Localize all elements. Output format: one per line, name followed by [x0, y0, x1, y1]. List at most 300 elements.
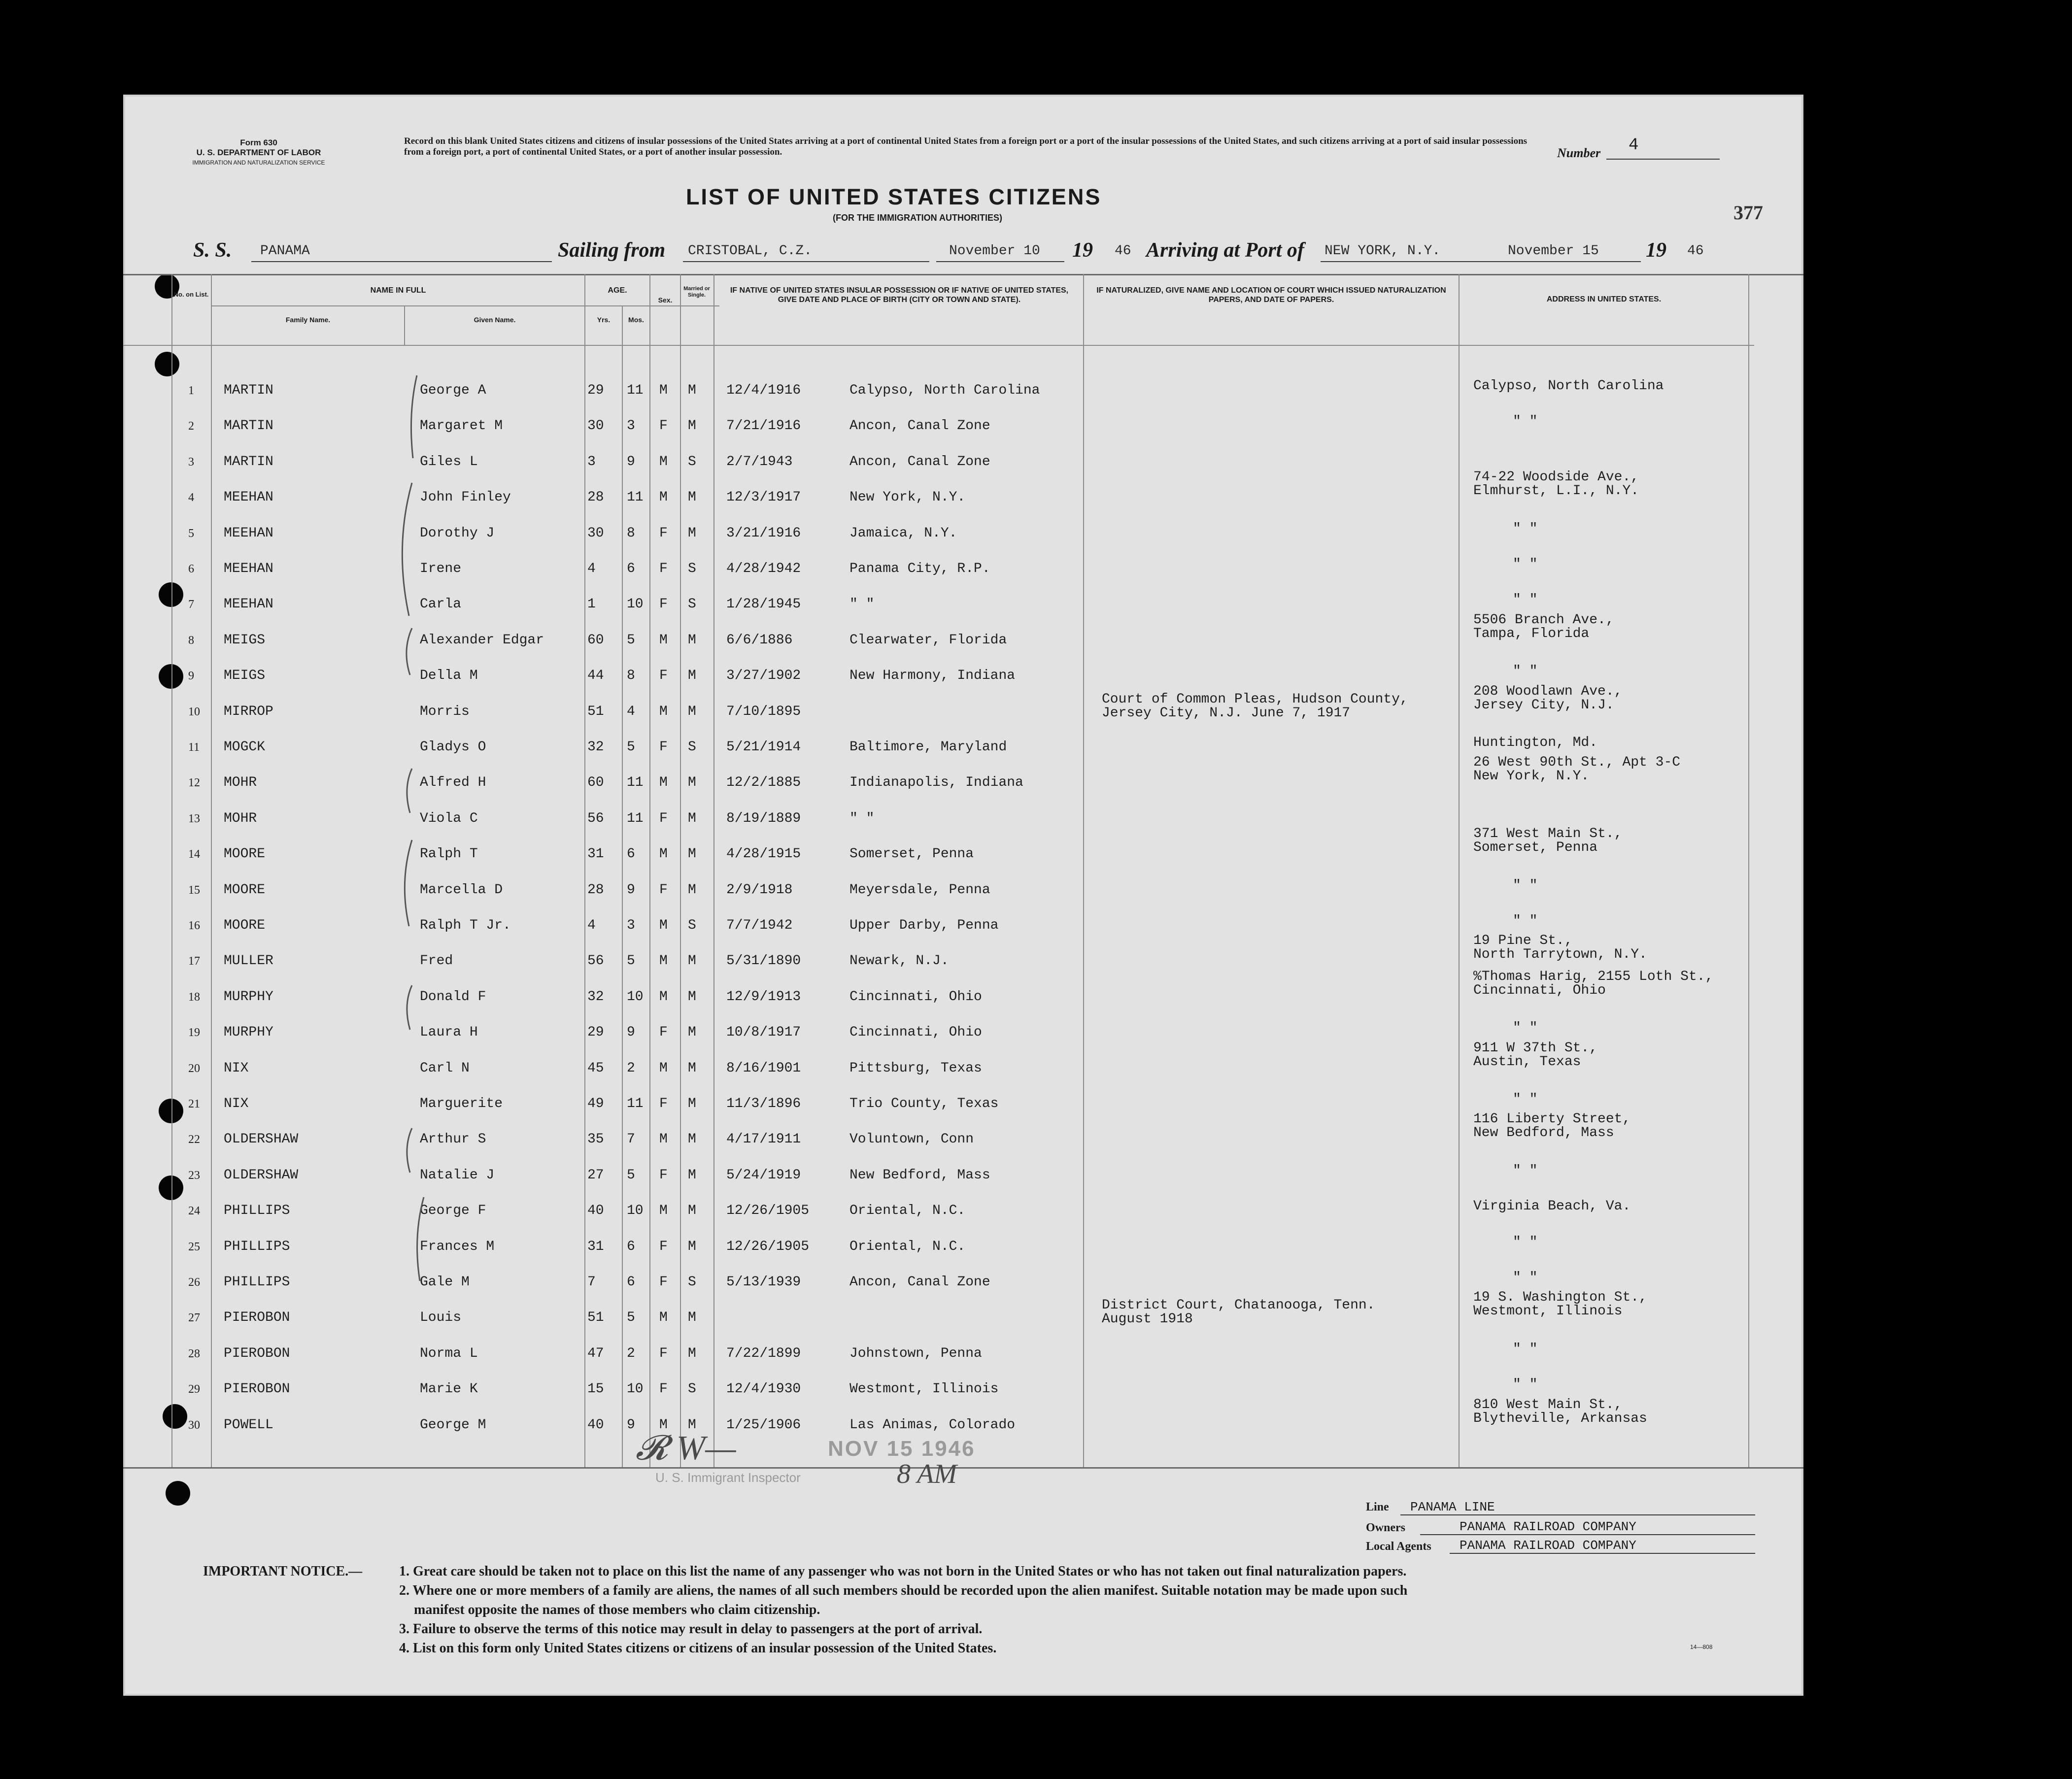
family-name: MARTIN	[224, 383, 273, 398]
notice-item-4: 4. List on this form only United States citizens or citizens of an insular possession of the United States.	[399, 1641, 997, 1656]
row-number: 6	[188, 563, 194, 575]
birth-date: 10/8/1917	[726, 1025, 801, 1040]
age-years: 51	[587, 704, 604, 719]
given-name: Della M	[420, 668, 478, 683]
agents-label: Local Agents	[1366, 1540, 1431, 1553]
given-name: Donald F	[420, 989, 486, 1005]
family-name: MOORE	[224, 918, 266, 933]
family-name: MURPHY	[224, 989, 273, 1005]
row-number: 24	[188, 1205, 200, 1217]
inspection-time: 8 AM	[897, 1459, 957, 1489]
marital-status: S	[688, 561, 696, 576]
birth-place: Ancon, Canal Zone	[849, 454, 990, 470]
row-number: 9	[188, 670, 194, 682]
sex: F	[659, 597, 668, 612]
line-label: Line	[1366, 1501, 1389, 1513]
row-number: 20	[188, 1062, 200, 1075]
address-line-1: " "	[1513, 1020, 1538, 1036]
birth-date: 11/3/1896	[726, 1096, 801, 1111]
address-line-1: 116 Liberty Street,	[1473, 1111, 1631, 1127]
age-months: 10	[627, 989, 644, 1005]
given-name: Carl N	[420, 1061, 470, 1076]
given-name: Carla	[420, 597, 462, 612]
sex: M	[659, 775, 668, 790]
marital-status: M	[688, 526, 696, 541]
row-number: 10	[188, 705, 200, 718]
marital-status: M	[688, 1346, 696, 1361]
address-line-1: 5506 Branch Ave.,	[1473, 612, 1614, 628]
family-name: MEEHAN	[224, 561, 273, 576]
address-line-1: 911 W 37th St.,	[1473, 1041, 1598, 1056]
row-number: 7	[188, 598, 194, 611]
row-number: 15	[188, 884, 200, 897]
arrival-port: NEW YORK, N.Y.	[1325, 243, 1441, 259]
age-months: 9	[627, 1025, 635, 1040]
col-header-address: ADDRESS IN UNITED STATES.	[1546, 295, 1662, 303]
col-header-name: NAME IN FULL	[370, 286, 426, 295]
row-number: 12	[188, 776, 200, 789]
arrival-year: 46	[1687, 243, 1704, 259]
age-months: 11	[627, 811, 644, 826]
sex: M	[659, 383, 668, 398]
owners-underline	[1420, 1534, 1755, 1535]
address-line-1: Virginia Beach, Va.	[1473, 1199, 1631, 1214]
address-line-1: " "	[1513, 1092, 1538, 1107]
age-years: 31	[587, 846, 604, 862]
birth-place: Calypso, North Carolina	[849, 383, 1040, 398]
age-months: 8	[627, 526, 635, 541]
age-months: 6	[627, 846, 635, 862]
address-line-2: Cincinnati, Ohio	[1473, 983, 1606, 998]
marital-status: M	[688, 1061, 696, 1076]
birth-place: Voluntown, Conn	[849, 1132, 974, 1147]
sex: F	[659, 526, 668, 541]
family-name: OLDERSHAW	[224, 1132, 299, 1147]
birth-place: Johnstown, Penna	[849, 1346, 982, 1361]
row-number: 4	[188, 491, 194, 504]
address-line-1: 208 Woodlawn Ave.,	[1473, 684, 1623, 699]
birth-date: 7/10/1895	[726, 704, 801, 719]
sex: F	[659, 1346, 668, 1361]
row-number: 14	[188, 848, 200, 861]
birth-date: 4/28/1942	[726, 561, 801, 576]
record-instructions: Record on this blank United States citizens and citizens of insular possessions of the United States arriving at a port of continental United States from a foreign port or a port of the insular possessions of the United States, and such citizens arriving at a port of said insular possessions from a foreign port, a port of continental United States, or a port of another insular possession.	[404, 136, 1528, 157]
address-line-1: " "	[1513, 1235, 1538, 1250]
given-name: Irene	[420, 561, 462, 576]
sex: M	[659, 1310, 668, 1325]
row-number: 17	[188, 955, 200, 968]
marital-status: S	[688, 597, 696, 612]
sex: M	[659, 1061, 668, 1076]
address-line-2: Jersey City, N.J.	[1473, 698, 1614, 713]
sailing-from-label: Sailing from	[558, 239, 666, 262]
age-months: 2	[627, 1346, 635, 1361]
birth-place: New York, N.Y.	[849, 490, 966, 505]
ss-label: S. S.	[193, 239, 232, 262]
age-years: 51	[587, 1310, 604, 1325]
age-months: 4	[627, 704, 635, 719]
sex: F	[659, 668, 668, 683]
row-number: 29	[188, 1383, 200, 1396]
col-header-no: No. on List.	[173, 291, 209, 298]
department-name: U. S. DEPARTMENT OF LABOR	[196, 148, 321, 157]
age-months: 5	[627, 1168, 635, 1183]
age-months: 6	[627, 561, 635, 576]
form-number: Form 630	[240, 138, 277, 147]
notice-item-2: 2. Where one or more members of a family are aliens, the names of all such members should be recorded upon the alien manifest. Suitable notation may be made upon such	[399, 1583, 1408, 1598]
family-name: NIX	[224, 1061, 249, 1076]
age-years: 30	[587, 418, 604, 434]
row-number: 28	[188, 1347, 200, 1360]
row-number: 19	[188, 1026, 200, 1039]
family-name: PIEROBON	[224, 1381, 290, 1397]
address-line-1: 371 West Main St.,	[1473, 826, 1623, 841]
family-name: MIRROP	[224, 704, 273, 719]
birth-place: New Bedford, Mass	[849, 1168, 990, 1183]
given-name: Arthur S	[420, 1132, 486, 1147]
birth-date: 7/7/1942	[726, 918, 793, 933]
address-line-2: New Bedford, Mass	[1473, 1125, 1614, 1141]
service-name: IMMIGRATION AND NATURALIZATION SERVICE	[192, 159, 325, 166]
sex: F	[659, 739, 668, 755]
agents-value: PANAMA RAILROAD COMPANY	[1460, 1538, 1636, 1553]
address-line-2: Tampa, Florida	[1473, 626, 1590, 641]
age-months: 10	[627, 1203, 644, 1218]
marital-status: M	[688, 633, 696, 648]
sex: M	[659, 454, 668, 470]
birth-place: Ancon, Canal Zone	[849, 1275, 990, 1290]
age-months: 6	[627, 1275, 635, 1290]
marital-status: S	[688, 1275, 696, 1290]
page-title: LIST OF UNITED STATES CITIZENS	[686, 184, 1102, 209]
address-line-1: " "	[1513, 878, 1538, 893]
birth-place: Indianapolis, Indiana	[849, 775, 1023, 790]
family-name: PHILLIPS	[224, 1203, 290, 1218]
address-line-1: " "	[1513, 557, 1538, 572]
given-name: Ralph T Jr.	[420, 918, 511, 933]
age-months: 6	[627, 1239, 635, 1254]
col-header-yrs: Yrs.	[597, 316, 611, 324]
marital-status: M	[688, 1132, 696, 1147]
family-name: PHILLIPS	[224, 1275, 290, 1290]
birth-place: Oriental, N.C.	[849, 1239, 966, 1254]
given-name: Margaret M	[420, 418, 503, 434]
birth-date: 6/6/1886	[726, 633, 793, 648]
age-years: 27	[587, 1168, 604, 1183]
row-number: 18	[188, 991, 200, 1004]
sex: M	[659, 1203, 668, 1218]
given-name: George A	[420, 383, 486, 398]
age-months: 10	[627, 597, 644, 612]
inspector-title: U. S. Immigrant Inspector	[655, 1470, 801, 1485]
age-months: 9	[627, 454, 635, 470]
age-years: 29	[587, 1025, 604, 1040]
inspection-stamp-date: NOV 15 1946	[828, 1437, 976, 1461]
naturalization-details: Jersey City, N.J. June 7, 1917	[1102, 705, 1351, 721]
address-line-1: " "	[1513, 913, 1538, 929]
address-line-1: " "	[1513, 521, 1538, 537]
row-number: 21	[188, 1098, 200, 1110]
marital-status: M	[688, 1203, 696, 1218]
age-years: 15	[587, 1381, 604, 1397]
marital-status: M	[688, 811, 696, 826]
family-name: MEEHAN	[224, 490, 273, 505]
birth-place: New Harmony, Indiana	[849, 668, 1016, 683]
age-months: 11	[627, 490, 644, 505]
birth-place: Ancon, Canal Zone	[849, 418, 990, 434]
birth-date: 12/26/1905	[726, 1203, 810, 1218]
address-line-1: 74-22 Woodside Ave.,	[1473, 470, 1639, 485]
marital-status: M	[688, 882, 696, 898]
age-months: 5	[627, 1310, 635, 1325]
row-number: 23	[188, 1169, 200, 1182]
family-name: POWELL	[224, 1417, 273, 1433]
birth-date: 3/21/1916	[726, 526, 801, 541]
birth-date: 1/28/1945	[726, 597, 801, 612]
given-name: Louis	[420, 1310, 462, 1325]
address-line-1: " "	[1513, 592, 1538, 607]
address-line-1: 810 West Main St.,	[1473, 1397, 1623, 1412]
given-name: Dorothy J	[420, 526, 495, 541]
birth-place: Jamaica, N.Y.	[849, 526, 957, 541]
marital-status: S	[688, 1381, 696, 1397]
col-header-naturalized: IF NATURALIZED, GIVE NAME AND LOCATION OF COURT WHICH ISSUED NATURALIZATION PAPERS, AND DATE OF PAPERS.	[1096, 286, 1446, 304]
address-line-2: Somerset, Penna	[1473, 840, 1598, 855]
page-number: 377	[1733, 201, 1763, 224]
birth-place: Upper Darby, Penna	[849, 918, 999, 933]
given-name: Ralph T	[420, 846, 478, 862]
row-number: 26	[188, 1276, 200, 1289]
address-line-1: %Thomas Harig, 2155 Loth St.,	[1473, 969, 1714, 984]
given-name: Marie K	[420, 1381, 478, 1397]
birth-place: " "	[849, 811, 875, 826]
birth-date: 5/13/1939	[726, 1275, 801, 1290]
age-years: 60	[587, 775, 604, 790]
birth-place: Oriental, N.C.	[849, 1203, 966, 1218]
address-line-2: Elmhurst, L.I., N.Y.	[1473, 483, 1639, 499]
given-name: George F	[420, 1203, 486, 1218]
birth-date: 12/3/1917	[726, 490, 801, 505]
age-months: 5	[627, 633, 635, 648]
marital-status: M	[688, 1239, 696, 1254]
birth-date: 5/31/1890	[726, 953, 801, 969]
marital-status: S	[688, 918, 696, 933]
birth-date: 8/16/1901	[726, 1061, 801, 1076]
birth-date: 8/19/1889	[726, 811, 801, 826]
birth-date: 12/4/1916	[726, 383, 801, 398]
address-line-1: " "	[1513, 1270, 1538, 1285]
sex: M	[659, 953, 668, 969]
family-name: MOORE	[224, 882, 266, 898]
sailing-year-prefix: 19	[1072, 239, 1093, 262]
row-number: 16	[188, 919, 200, 932]
given-name: Alexander Edgar	[420, 633, 544, 648]
marital-status: M	[688, 953, 696, 969]
birth-place: Cincinnati, Ohio	[849, 989, 982, 1005]
address-line-2: Austin, Texas	[1473, 1054, 1581, 1070]
sex: F	[659, 1275, 668, 1290]
given-name: Alfred H	[420, 775, 486, 790]
marital-status: M	[688, 383, 696, 398]
birth-date: 2/9/1918	[726, 882, 793, 898]
family-name: MEIGS	[224, 633, 266, 648]
age-months: 8	[627, 668, 635, 683]
arriving-label: Arriving at Port of	[1146, 239, 1304, 262]
birth-place: Pittsburg, Texas	[849, 1061, 982, 1076]
row-number: 1	[188, 384, 194, 397]
birth-date: 12/26/1905	[726, 1239, 810, 1254]
notice-heading: IMPORTANT NOTICE.—	[203, 1564, 363, 1579]
age-months: 11	[627, 383, 644, 398]
col-header-married: Married or Single.	[683, 286, 710, 298]
birth-place: Westmont, Illinois	[849, 1381, 999, 1397]
birth-place: Somerset, Penna	[849, 846, 974, 862]
marital-status: S	[688, 454, 696, 470]
family-name: PHILLIPS	[224, 1239, 290, 1254]
birth-date: 4/28/1915	[726, 846, 801, 862]
row-number: 3	[188, 456, 194, 469]
given-name: Marcella D	[420, 882, 503, 898]
naturalization-court: Court of Common Pleas, Hudson County,	[1102, 692, 1408, 707]
inspector-signature: 𝓡 W—	[636, 1429, 736, 1467]
family-name: MOORE	[224, 846, 266, 862]
sex: F	[659, 418, 668, 434]
family-name: MARTIN	[224, 418, 273, 434]
address-line-2: North Tarrytown, N.Y.	[1473, 947, 1647, 962]
marital-status: S	[688, 739, 696, 755]
birth-date: 2/7/1943	[726, 454, 793, 470]
age-years: 60	[587, 633, 604, 648]
row-number: 8	[188, 634, 194, 647]
birth-date: 3/27/1902	[726, 668, 801, 683]
birth-place: Clearwater, Florida	[849, 633, 1007, 648]
age-years: 29	[587, 383, 604, 398]
birth-date: 7/21/1916	[726, 418, 801, 434]
family-name: MOGCK	[224, 739, 266, 755]
age-years: 3	[587, 454, 596, 470]
sailing-year: 46	[1115, 243, 1131, 259]
address-line-1: " "	[1513, 1163, 1538, 1178]
marital-status: M	[688, 490, 696, 505]
row-number: 5	[188, 527, 194, 540]
address-line-1: Calypso, North Carolina	[1473, 378, 1664, 394]
number-label: Number	[1557, 146, 1601, 160]
sex: F	[659, 811, 668, 826]
age-years: 32	[587, 989, 604, 1005]
sex: F	[659, 1381, 668, 1397]
naturalization-details: August 1918	[1102, 1311, 1193, 1327]
birth-date: 12/4/1930	[726, 1381, 801, 1397]
age-years: 56	[587, 953, 604, 969]
marital-status: M	[688, 1310, 696, 1325]
age-months: 5	[627, 953, 635, 969]
notice-item-3: 3. Failure to observe the terms of this notice may result in delay to passengers at the port of arrival.	[399, 1621, 983, 1637]
birth-place: Cincinnati, Ohio	[849, 1025, 982, 1040]
sailing-date: November 10	[949, 243, 1040, 259]
given-name: Natalie J	[420, 1168, 495, 1183]
birth-place: Meyersdale, Penna	[849, 882, 990, 898]
sex: M	[659, 1132, 668, 1147]
sex: F	[659, 1168, 668, 1183]
notice-item-1: 1. Great care should be taken not to place on this list the name of any passenger who was not born in the United States or who has not taken out final naturalization papers.	[399, 1564, 1407, 1579]
line-underline	[1400, 1514, 1755, 1515]
row-number: 30	[188, 1419, 200, 1432]
col-header-mos: Mos.	[628, 316, 644, 324]
owners-label: Owners	[1366, 1521, 1405, 1534]
marital-status: M	[688, 418, 696, 434]
age-years: 1	[587, 597, 596, 612]
given-name: Morris	[420, 704, 470, 719]
agents-underline	[1450, 1553, 1755, 1554]
page-subtitle: (FOR THE IMMIGRATION AUTHORITIES)	[833, 213, 1002, 223]
family-name: PIEROBON	[224, 1310, 290, 1325]
age-years: 30	[587, 526, 604, 541]
birth-date: 1/25/1906	[726, 1417, 801, 1433]
given-name: Norma L	[420, 1346, 478, 1361]
birth-place: Newark, N.J.	[849, 953, 949, 969]
sex: M	[659, 918, 668, 933]
birth-date: 4/17/1911	[726, 1132, 801, 1147]
family-name: MEEHAN	[224, 526, 273, 541]
age-years: 7	[587, 1275, 596, 1290]
age-months: 9	[627, 1417, 635, 1433]
notice-item-2-cont: manifest opposite the names of those members who claim citizenship.	[414, 1602, 820, 1617]
age-years: 32	[587, 739, 604, 755]
sex: M	[659, 490, 668, 505]
given-name: Laura H	[420, 1025, 478, 1040]
age-years: 44	[587, 668, 604, 683]
sex: M	[659, 846, 668, 862]
marital-status: M	[688, 846, 696, 862]
row-number: 11	[188, 741, 200, 754]
form-code: 14—808	[1690, 1644, 1713, 1650]
family-name: MOHR	[224, 775, 257, 790]
age-years: 4	[587, 561, 596, 576]
sex: M	[659, 989, 668, 1005]
marital-status: M	[688, 1025, 696, 1040]
number-value: 4	[1629, 136, 1639, 155]
given-name: Gladys O	[420, 739, 486, 755]
row-number: 2	[188, 420, 194, 433]
sex: F	[659, 1096, 668, 1111]
marital-status: M	[688, 989, 696, 1005]
address-line-1: 19 S. Washington St.,	[1473, 1290, 1647, 1305]
col-header-family: Family Name.	[285, 316, 331, 324]
sex: F	[659, 1025, 668, 1040]
birth-place: Panama City, R.P.	[849, 561, 990, 576]
age-years: 40	[587, 1417, 604, 1433]
marital-status: M	[688, 668, 696, 683]
age-years: 4	[587, 918, 596, 933]
address-line-1: " "	[1513, 1377, 1538, 1392]
age-years: 28	[587, 490, 604, 505]
birth-date: 7/22/1899	[726, 1346, 801, 1361]
age-months: 10	[627, 1381, 644, 1397]
birth-date: 12/9/1913	[726, 989, 801, 1005]
age-months: 11	[627, 775, 644, 790]
age-months: 2	[627, 1061, 635, 1076]
birth-date: 12/2/1885	[726, 775, 801, 790]
age-years: 45	[587, 1061, 604, 1076]
col-header-age: AGE.	[608, 286, 627, 295]
age-years: 28	[587, 882, 604, 898]
marital-status: M	[688, 704, 696, 719]
marital-status: M	[688, 1417, 696, 1433]
birth-place: Las Animas, Colorado	[849, 1417, 1016, 1433]
address-line-2: Blytheville, Arkansas	[1473, 1411, 1647, 1426]
line-value: PANAMA LINE	[1410, 1500, 1495, 1514]
birth-place: Trio County, Texas	[849, 1096, 999, 1111]
